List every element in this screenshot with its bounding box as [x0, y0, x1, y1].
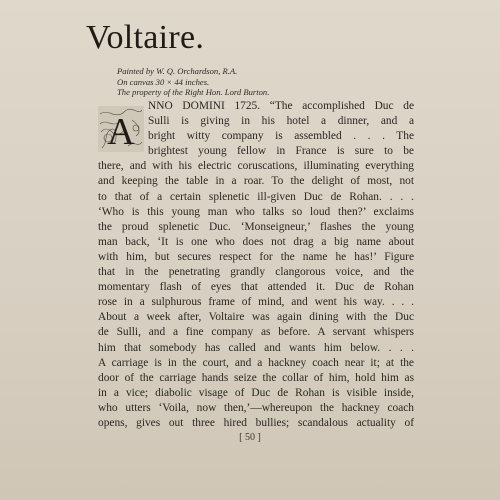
text-line: to that of a certain splenetic ill-given Duc de Rohan. . . .: [98, 190, 414, 203]
page-number: [ 50 ]: [239, 432, 261, 443]
body-text: [98, 99, 414, 431]
text-line: the proud splenetic Duc. ‘Monseigneur,’ flashes the young: [98, 220, 414, 233]
text-line: bright witty company is assembled . . . The: [148, 130, 414, 143]
text-line: who utters ‘Voila, now then,’—whereupon the hackney coach: [98, 401, 414, 414]
page-title: Voltaire.: [86, 19, 205, 56]
caption-line: On canvas 30 × 44 inches.: [117, 76, 210, 87]
text-line: and keeping the table in a roar. To the delight of most, not: [98, 175, 414, 188]
text-line: in a vice; diabolic visage of Duc de Rohan is visible inside,: [98, 386, 414, 399]
text-line: door of the carriage hands seize the collar of him, hold him as: [98, 371, 414, 384]
text-line: with him, but secures respect for the name he has!’ Figure: [98, 250, 414, 263]
text-line: him that somebody has called and wants him below. . . .: [98, 341, 414, 354]
caption-line: Painted by W. Q. Orchardson, R.A.: [117, 66, 238, 76]
text-line: ‘Who is this young man who talks so loud then?’ exclaims: [98, 205, 414, 218]
text-line: opens, gives out three hired bullies; scandalous actuality of: [98, 416, 414, 429]
text-line: A carriage is in the court, and a hackney coach near it; at the: [98, 356, 414, 369]
text-line: brightest young fellow in France is sure to be: [148, 145, 414, 158]
text-line: that in the penetrating grandly clangorous voice, and the: [98, 266, 414, 279]
text-line: About a week after, Voltaire was again dining with the Duc: [98, 311, 414, 324]
text-line: de Sulli, and a fine company as before. A servant whispers: [98, 326, 414, 339]
drop-cap-letter: A: [107, 111, 135, 152]
caption-line: The property of the Right Hon. Lord Burton.: [117, 87, 270, 97]
text-line: there, and with his electric coruscations, illuminating everything: [98, 160, 414, 173]
text-line: NNO DOMINI 1725. “The accomplished Duc de: [148, 100, 414, 112]
text-line: man back, ‘It is one who does not drag a big name about: [98, 235, 414, 248]
text-line: rose in a sulphurous frame of mind, and went his way. . . .: [98, 296, 414, 309]
text-line: Sulli is giving in his hotel a dinner, and a: [148, 115, 414, 128]
text-line: momentary flash of eyes that attended it. Duc de Rohan: [98, 281, 414, 294]
painting-caption: [117, 66, 269, 98]
